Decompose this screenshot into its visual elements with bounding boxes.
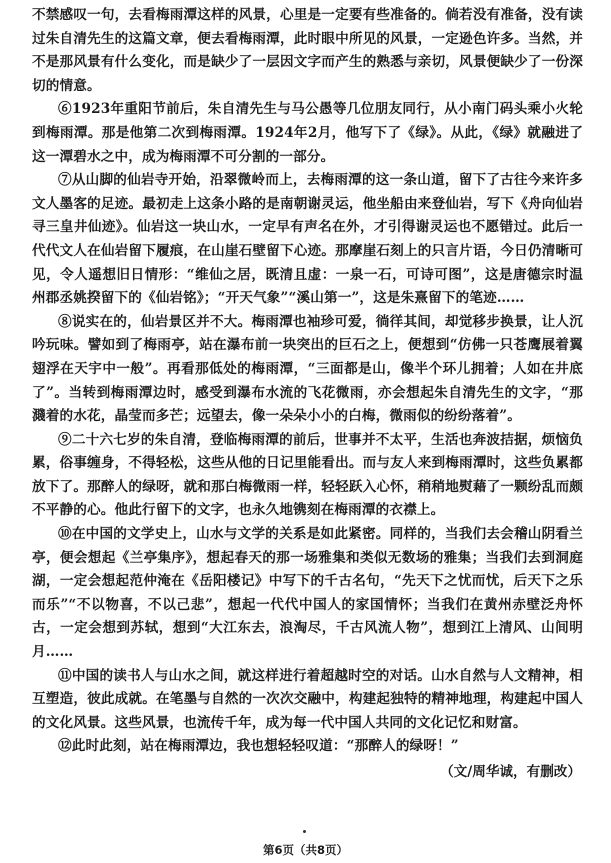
- paragraph-8: ⑧说实在的，仙岩景区并不大。梅雨潭也袖珍可爱，徜徉其间，却觉移步换景，让人沉吟玩味。譬如到了梅雨亭，站在瀑布前一块突出的巨石之上，便想到“仿佛一只苍鹰展着翼翅浮在天宇中一般”。再看那低处的梅雨潭，“三面都是山，像半个环儿拥着；人如在井底了”。当转到梅雨潭边时，感受到瀑布水流的飞花微雨，亦会想起朱自清先生的文字，“那濺着的水花，晶莹而多芒；远望去，像一朵朵小小的白梅，微雨似的纷纷落着”。: [32, 313, 583, 425]
- author-attribution: （文/周华诚，有删改）: [440, 764, 581, 780]
- paragraph-11: ⑪中国的读书人与山水之间，就这样进行着超越时空的对话。山水自然与人文精神，相互塑造，彼此成就。在笔墨与自然的一次次交融中，构建起独特的精神地理，构建起中国人的文化风景。这些风景，也流传千年，成为每一代中国人共同的文化记忆和财富。: [32, 667, 583, 731]
- paragraph-9: ⑨二十六七岁的朱自清，登临梅雨潭的前后，世事并不太平，生活也奔波拮据，烦恼负累，俗事缠身，不得轻松，这些从他的日记里能看出。而与友人来到梅雨潭时，这些负累都放下了。那醉人的绿呀，就和那白梅微雨一样，轻轻跃入心怀，稍稍地熨藉了一颗纷乱而颇不平静的心。他此行留下的文字，也永久地镌刻在梅雨潭的衣襟上。: [32, 431, 583, 519]
- paragraph-6: ⑥1923年重阳节前后，朱自清先生与马公愚等几位朋友同行，从小南门码头乘小火轮到梅雨潭。那是他第二次到梅雨潭。1924年2月，他写下了《绿》。从此，《绿》就融进了这一潭碧水之中，成为梅雨潭不可分割的一部分。: [32, 101, 583, 165]
- paragraph-10: ⑩在中国的文学史上，山水与文学的关系是如此紧密。同样的，当我们去会稽山阴看兰亭，便会想起《兰亭集序》，想起春天的那一场雅集和类似无数场的雅集；当我们去到洞庭湖，一定会想起范仲淹在《岳阳楼记》中写下的千古名句，“先天下之忧而忧，后天下之乐而乐”“不以物喜，不以己悲”，想起一代代中国人的家国情怀；当我们在黄州赤壁泛舟怀古，一定会想到苏轼，想到“大江东去，浪淘尽，千古风流人物”，想到江上清风、山间明月……: [32, 526, 583, 661]
- paragraph-12: ⑫此时此刻，站在梅雨潭边，我也想轻轻叹道：“那醉人的绿呀！”: [58, 738, 459, 755]
- page-footer: 第6页（共8页）: [262, 843, 348, 857]
- paragraph-7: ⑦从山脚的仙岩寺开始，沿翠微岭而上，去梅雨潭的这一条山道，留下了古往今来许多文人墨客的足迹。最初走上这条小路的是南朝谢灵运，他坐船由来登仙岩，写下《舟向仙岩寻三皇井仙迹》。仙岩这一块山水，一定早有声名在外，才引得谢灵运也不愿错过。此后一代代文人在仙岩留下履痕，在山崖石壁留下心迹。那摩崖石刻上的只言片语，今日仍清晰可见，令人遥想旧日情形：“维仙之居，既清且虚：一泉一石，可诗可图”，这是唐德宗时温州郡丞姚揆留下的《仙岩铭》；“开天气象”“溪山第一”，这是朱熹留下的笔迹……: [32, 172, 583, 307]
- scan-dot: [303, 830, 306, 833]
- paragraph-5-tail: 不禁感叹一句，去看梅雨潭这样的风景，心里是一定要有些准备的。倘若没有准备，没有读过朱自清先生的这篇文章，便去看梅雨潭，此时眼中所见的风景，一定逊色许多。当然，并不是那风景有什么变化，而是缺少了一层因文字而产生的熟悉与亲切，风景便缺少了一份深切的情意。: [32, 7, 583, 94]
